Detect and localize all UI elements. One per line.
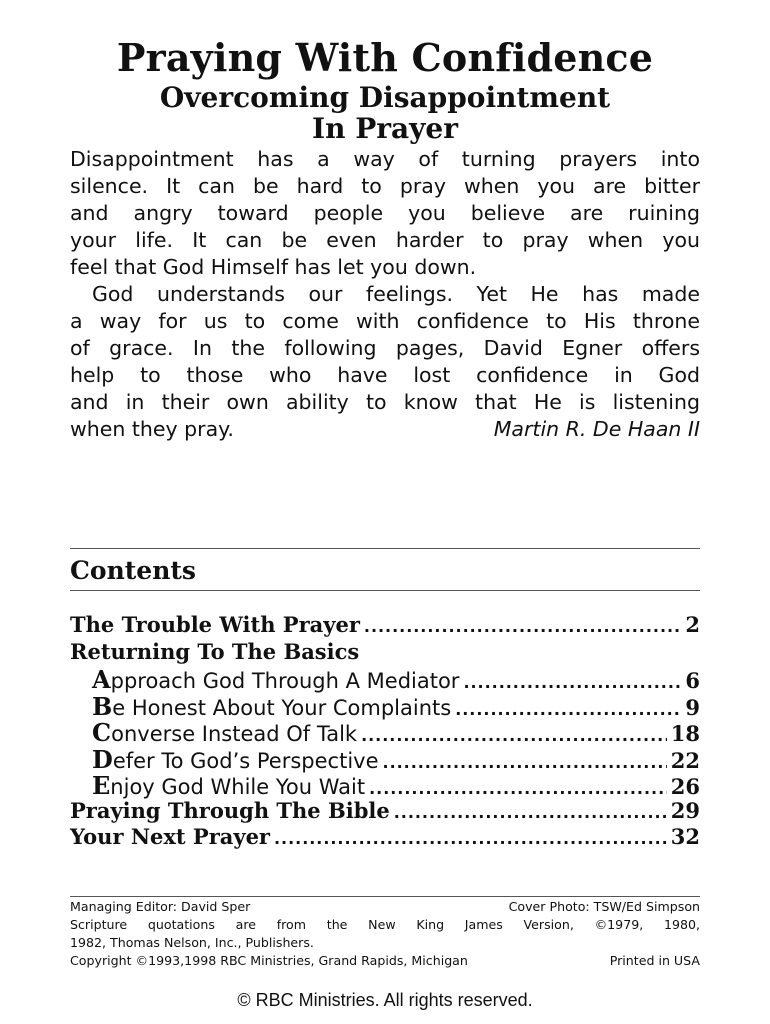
toc-section bbox=[70, 639, 700, 666]
toc-initial: C bbox=[92, 718, 112, 747]
printed-in: Printed in USA bbox=[609, 953, 700, 968]
toc-initial: E bbox=[92, 771, 111, 800]
toc-page: 2 bbox=[685, 612, 700, 637]
toc-page: 26 bbox=[670, 774, 700, 799]
subtitle-line-2: In Prayer bbox=[312, 112, 458, 145]
toc-label: onverse Instead Of Talk bbox=[111, 722, 358, 746]
toc-page: 32 bbox=[670, 824, 700, 849]
table-of-contents bbox=[70, 612, 700, 851]
toc-leader bbox=[369, 779, 667, 798]
toc-page: 9 bbox=[685, 694, 700, 720]
toc-initial: B bbox=[92, 691, 113, 721]
toc-leader bbox=[274, 829, 667, 848]
intro-line: help to those who have lost confidence in God bbox=[70, 363, 700, 387]
page-title: Praying With Confidence bbox=[116, 35, 654, 80]
toc-initial: A bbox=[92, 665, 111, 694]
intro-line: God understands our feelings. Yet He has made bbox=[92, 282, 700, 306]
author-signature: Martin R. De Haan II bbox=[493, 417, 700, 441]
toc-label: Praying Through The Bible bbox=[70, 797, 390, 823]
toc-page: 18 bbox=[670, 721, 700, 746]
toc-item[interactable] bbox=[70, 745, 700, 772]
toc-item[interactable] bbox=[70, 798, 700, 825]
intro-paragraph-1 bbox=[70, 146, 700, 281]
intro-line: feel that God Himself has let you down. bbox=[70, 255, 477, 279]
toc-page: 22 bbox=[670, 747, 700, 773]
managing-editor: Managing Editor: David Sper bbox=[70, 899, 251, 914]
toc-item[interactable] bbox=[70, 692, 700, 719]
toc-page: 29 bbox=[670, 797, 700, 823]
scripture-notice: Scripture quotations are from the New King James Version, ©1979, 1980, bbox=[70, 917, 700, 932]
credits-block bbox=[70, 898, 700, 970]
intro-line: silence. It can be hard to pray when you are bitter bbox=[70, 174, 700, 198]
toc-label: efer To God’s Perspective bbox=[112, 748, 379, 773]
scripture-notice-cont: 1982, Thomas Nelson, Inc., Publishers. bbox=[70, 935, 314, 950]
intro-line: of grace. In the following pages, David Egner offers bbox=[70, 336, 700, 360]
toc-label: e Honest About Your Complaints bbox=[112, 695, 452, 720]
toc-item[interactable] bbox=[70, 824, 700, 851]
copyright-notice: Copyright ©1993,1998 RBC Ministries, Grand Rapids, Michigan bbox=[70, 953, 468, 968]
intro-line: and in their own ability to know that He is listening bbox=[70, 390, 700, 414]
toc-leader bbox=[455, 700, 681, 719]
cover-photo-credit: Cover Photo: TSW/Ed Simpson bbox=[508, 899, 700, 914]
toc-initial: D bbox=[92, 744, 113, 774]
toc-page: 6 bbox=[685, 668, 700, 693]
toc-item[interactable] bbox=[70, 612, 700, 639]
rights-notice: © RBC Ministries. All rights reserved. bbox=[237, 990, 533, 1010]
toc-label: Returning To The Basics bbox=[70, 638, 360, 664]
toc-label: Your Next Prayer bbox=[70, 824, 270, 849]
divider bbox=[70, 896, 700, 897]
intro-line: Disappointment has a way of turning prayers into bbox=[70, 147, 700, 171]
toc-label: njoy God While You Wait bbox=[110, 775, 366, 799]
toc-leader bbox=[361, 726, 667, 745]
contents-heading: Contents bbox=[70, 556, 197, 585]
toc-label: pproach God Through A Mediator bbox=[110, 669, 460, 693]
toc-item[interactable] bbox=[70, 718, 700, 745]
divider bbox=[70, 548, 700, 549]
intro-line: a way for us to come with confidence to His throne bbox=[70, 309, 700, 333]
intro-text bbox=[70, 146, 700, 443]
toc-label: The Trouble With Prayer bbox=[70, 612, 360, 637]
page-subtitle bbox=[70, 82, 700, 144]
divider bbox=[70, 590, 700, 591]
toc-leader bbox=[394, 803, 667, 822]
intro-paragraph-2 bbox=[70, 281, 700, 443]
intro-line: when they pray. bbox=[70, 417, 234, 441]
toc-item[interactable] bbox=[70, 665, 700, 692]
intro-line: your life. It can be even harder to pray when you bbox=[70, 228, 700, 252]
subtitle-line-1: Overcoming Disappointment bbox=[159, 81, 611, 114]
toc-leader bbox=[364, 617, 681, 636]
toc-leader bbox=[463, 673, 681, 692]
toc-item[interactable] bbox=[70, 771, 700, 798]
signature-line bbox=[70, 416, 700, 443]
intro-line: and angry toward people you believe are ruining bbox=[70, 201, 700, 225]
toc-leader bbox=[383, 753, 667, 772]
